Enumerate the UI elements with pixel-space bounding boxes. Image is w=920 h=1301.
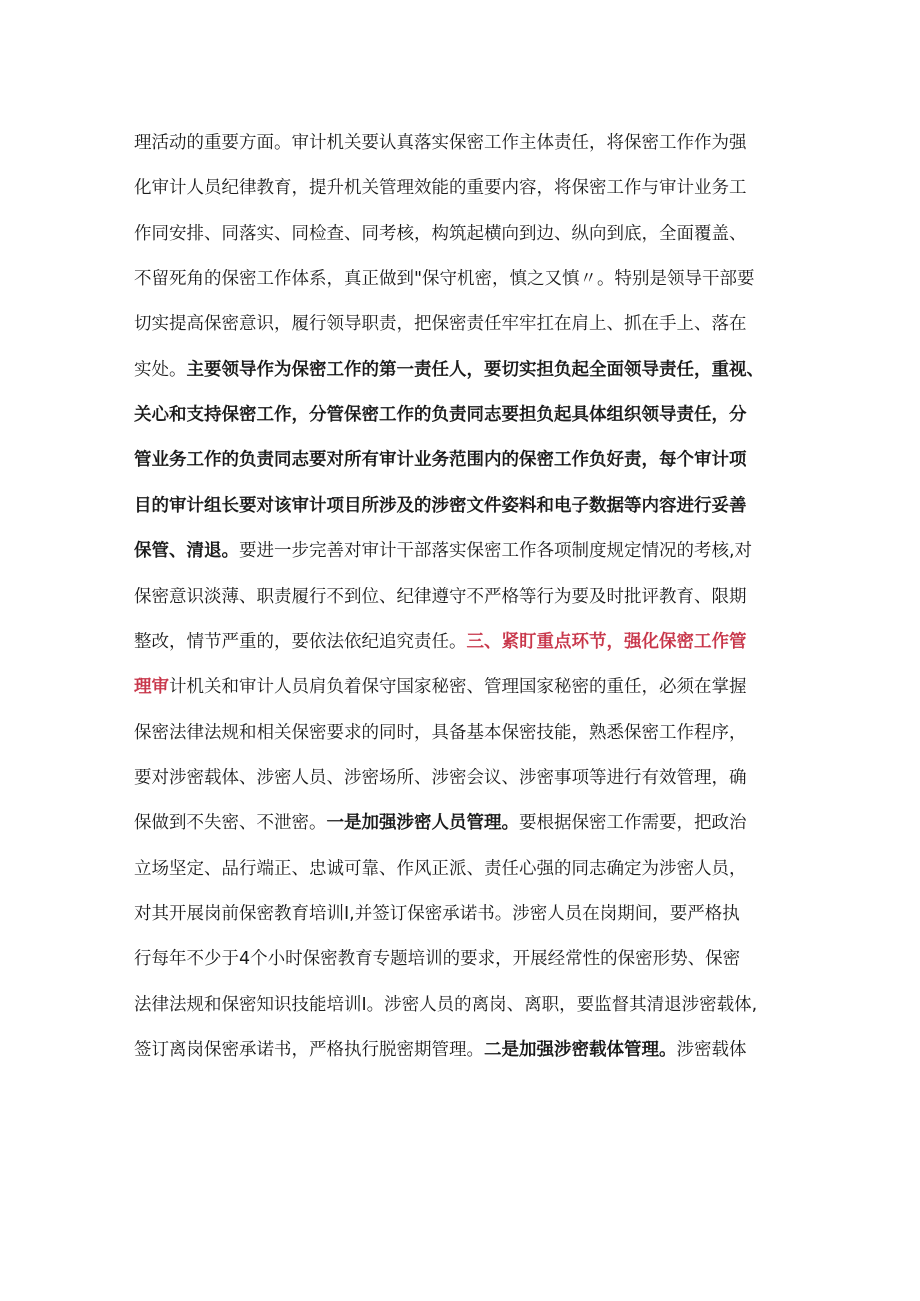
section-heading: 理审	[134, 677, 169, 698]
body-text: 对其开展岗前保密教育培训I,并签订保密承诺书。涉密人员在岗期间，要严格执	[134, 903, 740, 924]
body-text: 保做到不失密、不泄密。	[134, 813, 327, 834]
text-line	[134, 350, 794, 390]
text-line	[134, 713, 794, 753]
text-line	[134, 531, 794, 571]
body-text: 要进一步完善对审计干部落实保密工作各项制度规定情况的考核,对	[239, 541, 753, 562]
bold-text: 保管、清退。	[134, 541, 239, 562]
body-text: 要对涉密载体、涉密人员、涉密场所、涉密会议、涉密事项等进行有效管理，确	[134, 767, 747, 788]
section-heading: 三、紧盯重点环节，强化保密工作管	[466, 631, 747, 652]
body-text: 计机关和审计人员肩负着保守国家秘密、管理国家秘密的重任，必须在掌握	[169, 677, 747, 698]
text-line	[134, 667, 794, 707]
text-line	[134, 577, 794, 617]
text-line	[134, 168, 794, 208]
body-text: 涉密载体	[676, 1040, 747, 1060]
text-line	[134, 849, 794, 889]
body-text: 实处。	[134, 359, 187, 380]
text-line	[134, 758, 794, 798]
text-line	[134, 304, 794, 344]
text-line	[134, 1030, 794, 1070]
text-line	[134, 486, 794, 526]
body-text: 理活动的重要方面。审计机关要认真落实保密工作主体责任，将保密工作作为强	[134, 133, 747, 153]
body-text: 作同安排、同落实、同检查、同考核，构筑起横向到边、纵向到底，全面覆盖、	[134, 223, 747, 244]
bold-text: 目的审计组长要对该审计项目所涉及的涉密文件姿料和电子数据等内容进行妥善	[134, 495, 747, 516]
text-line	[134, 622, 794, 662]
text-line	[134, 803, 794, 843]
bold-text: 二是加强涉密载体管理。	[484, 1040, 677, 1060]
body-text: 法律法规和保密知识技能培训I。涉密人员的离岗、离职，要监督其清退涉密载体,	[134, 994, 758, 1015]
body-text: 签订离岗保密承诺书，严格执行脱密期管理。	[134, 1040, 484, 1060]
body-text: 保密意识淡薄、职责履行不到位、纪律遵守不严格等行为要及时批评教育、限期	[134, 586, 747, 607]
body-text: 行每年不少于4个小时保密教育专题培训的要求，开展经常性的保密形势、保密	[134, 949, 741, 970]
body-text: 要根据保密工作需要，把政治	[519, 813, 747, 834]
bold-text: 管业务工作的负责同志要对所有审计业务范围内的保密工作负好责，每个审计项	[134, 450, 747, 471]
bold-text: 关心和支持保密工作，分管保密工作的负责同志要担负起具体组织领导责任，分	[134, 405, 747, 426]
text-line	[134, 894, 794, 934]
text-line	[134, 440, 794, 480]
body-text: 立场坚定、品行端正、忠诚可靠、作风正派、责任心强的同志确定为涉密人员，	[134, 858, 747, 879]
bold-text: 主要领导作为保密工作的第一责任人，要切实担负起全面领导责任，重视、	[186, 359, 764, 380]
body-text: 不留死角的保密工作体系，真正做到"保守机密，慎之又慎〃。特别是领导干部要	[134, 269, 755, 290]
text-line	[134, 259, 794, 299]
body-text: 化审计人员纪律教育，提升机关管理效能的重要内容，将保密工作与审计业务工	[134, 178, 747, 199]
text-line	[134, 123, 794, 163]
text-line	[134, 939, 794, 979]
text-line	[134, 395, 794, 435]
bold-text: 一是加强涉密人员管理。	[326, 813, 519, 834]
text-line	[134, 985, 794, 1025]
body-text: 保密法律法规和相关保密要求的同时，具备基本保密技能，熟悉保密工作程序，	[134, 722, 747, 743]
text-line	[134, 214, 794, 254]
body-text: 整改，情节严重的，要依法依纪追究责任。	[134, 631, 467, 652]
body-text: 切实提高保密意识，履行领导职责，把保密责任牢牢扛在肩上、抓在手上、落在	[134, 314, 747, 335]
